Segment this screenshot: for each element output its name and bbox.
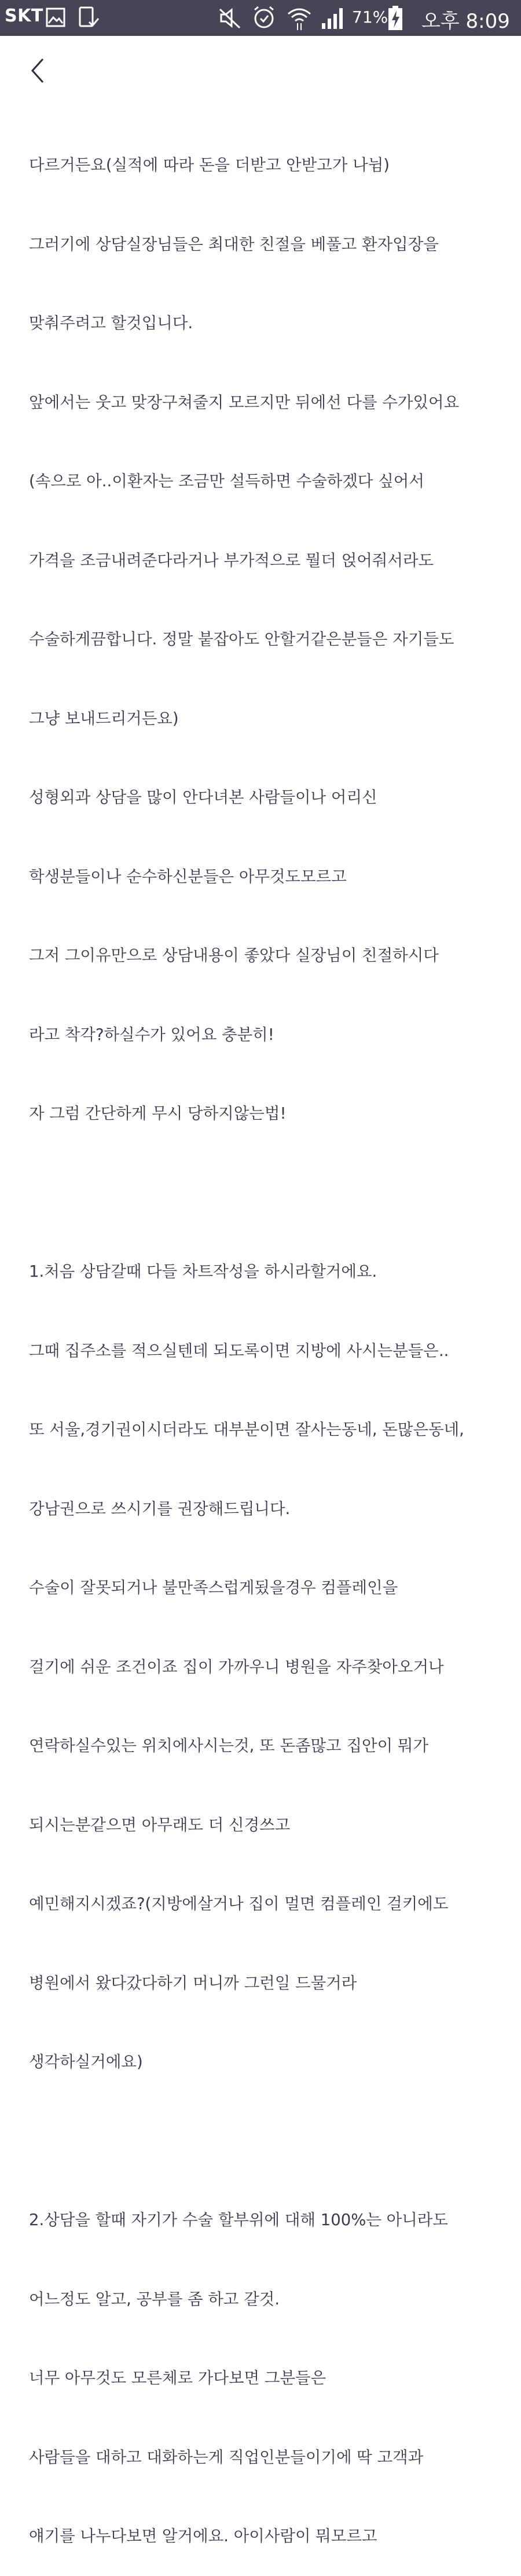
article-line: 그때 집주소를 적으실텐데 되도록이면 지방에 사시는분들은.. — [29, 1341, 449, 1360]
gallery-icon — [45, 7, 66, 28]
article-line: 어느정도 알고, 공부를 좀 하고 갈것. — [29, 2289, 280, 2308]
article-line: (속으로 아..이환자는 조금만 설득하면 수술하겠다 싶어서 — [29, 472, 424, 490]
wifi-icon — [286, 5, 313, 31]
battery-percent: 71% — [352, 8, 388, 27]
article-line: 자 그럼 간단하게 무시 당하지않는법! — [29, 1104, 287, 1123]
article-line: 연락하실수있는 위치에사시는것, 또 돈좀많고 집안이 뭐가 — [29, 1736, 429, 1755]
article-line: 라고 착각?하실수가 있어요 충분히! — [29, 1025, 274, 1044]
article-line: 수술하게끔합니다. 정말 붙잡아도 안할거같은분들은 자기들도 — [29, 630, 454, 648]
article-line — [29, 1180, 515, 1207]
carrier-label: SKT — [5, 6, 43, 26]
clock: 오후 8:09 — [421, 10, 510, 33]
article-line: 성형외과 상담을 많이 안다녀본 사람들이나 어리신 — [29, 788, 377, 807]
article-line: 예민해지시겠죠?(지방에살거나 집이 멀면 컴플레인 걸키에도 — [29, 1895, 449, 1913]
article-line: 걸기에 쉬운 조건이죠 집이 가까우니 병원을 자주찾아오거나 — [29, 1657, 444, 1676]
article-line: 학생분들이나 순수하신분들은 아무것도모르고 — [29, 867, 347, 886]
status-bar — [0, 0, 521, 36]
article-line: 또 서울,경기권이시더라도 대부분이면 잘사는동네, 돈많은동네, — [29, 1420, 464, 1439]
chevron-left-icon — [25, 56, 53, 88]
article-line: 강남권으로 쓰시기를 권장해드립니다. — [29, 1499, 291, 1518]
mute-icon — [218, 6, 242, 30]
article-line: 그러기에 상담실장님들은 최대한 친절을 베풀고 환자입장을 — [29, 234, 439, 254]
signal-icon — [320, 5, 346, 30]
article-line: 사람들을 대하고 대화하는게 직업인분들이기에 딱 고객과 — [29, 2447, 424, 2467]
battery-charging-icon — [387, 5, 404, 31]
article-line: 다르거든요(실적에 따라 돈을 더받고 안받고가 나뉨) — [29, 156, 390, 174]
article-line: 너무 아무것도 모른체로 가다보면 그분들은 — [29, 2369, 326, 2387]
article-line: 맞춰주려고 할것입니다. — [29, 314, 193, 332]
article-line: 병원에서 왔다갔다하기 머니까 그런일 드물거라 — [29, 1973, 357, 1992]
device-check-icon — [78, 6, 101, 29]
article-line: 생각하실거에요) — [29, 2053, 143, 2071]
article-line: 앞에서는 웃고 맞장구쳐줄지 모르지만 뒤에선 다를 수가있어요 — [29, 393, 460, 412]
article-line: 2.상담을 할때 자기가 수술 할부위에 대해 100%는 아니라도 — [29, 2211, 448, 2229]
article-line: 수술이 잘못되거나 불만족스럽게됬을경우 컴플레인을 — [29, 1578, 398, 1597]
article-line: 가격을 조금내려준다라거나 부가적으로 뭘더 얹어줘서라도 — [29, 551, 434, 570]
article-line: 얘기를 나누다보면 알거에요. 아이사람이 뭐모르고 — [29, 2527, 377, 2545]
article-body — [29, 100, 515, 2576]
article-line — [29, 2128, 515, 2155]
alarm-icon — [251, 5, 277, 30]
article-line: 되시는분같으면 아무래도 더 신경쓰고 — [29, 1815, 291, 1834]
article-line: 그냥 보내드리거든요) — [29, 709, 179, 728]
back-button[interactable] — [25, 56, 53, 88]
article-line: 그저 그이유만으로 상담내용이 좋았다 실장님이 친절하시다 — [29, 946, 439, 965]
article-line: 1.처음 상담갈때 다들 차트작성을 하시라할거에요. — [29, 1262, 377, 1281]
